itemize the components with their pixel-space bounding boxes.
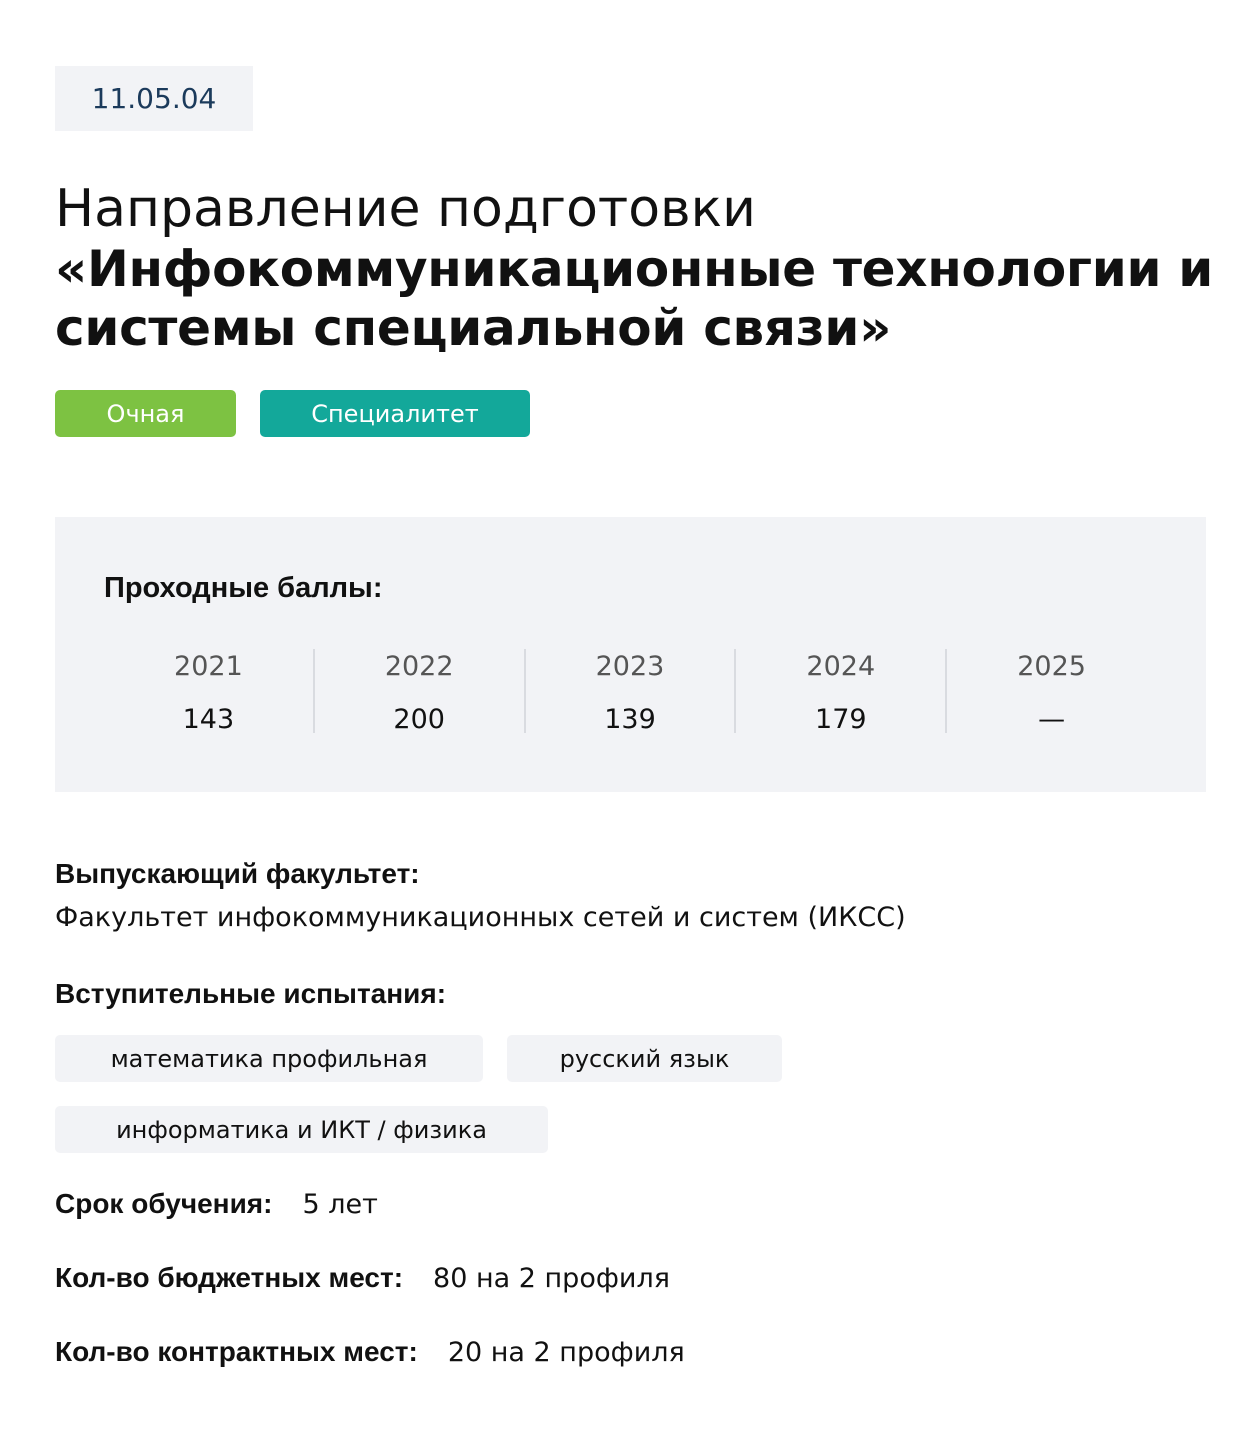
score-value: 200	[393, 704, 445, 735]
budget-places-value: 80 на 2 профиля	[433, 1263, 670, 1294]
study-duration-value: 5 лет	[302, 1189, 378, 1220]
exam-name: русский язык	[559, 1044, 730, 1073]
study-form-tag	[55, 390, 236, 437]
exams-label: Вступительные испытания:	[55, 978, 447, 1009]
score-value: —	[1038, 704, 1066, 735]
score-value: 143	[182, 704, 235, 735]
passing-scores-grid	[104, 649, 1156, 733]
passing-scores-panel	[55, 517, 1206, 792]
passing-scores-title: Проходные баллы:	[104, 572, 383, 604]
study-duration-label: Срок обучения:	[55, 1188, 273, 1219]
score-column-2024	[734, 649, 945, 733]
contract-places-label: Кол-во контрактных мест:	[55, 1336, 418, 1367]
study-form-label: Очная	[106, 399, 185, 428]
faculty-label: Выпускающий факультет:	[55, 858, 420, 889]
score-column-2022	[313, 649, 524, 733]
contract-places-row	[55, 1336, 685, 1368]
score-value: 179	[815, 704, 867, 735]
budget-places-label: Кол-во бюджетных мест:	[55, 1262, 404, 1293]
program-name: «Инфокоммуникационные технологии и системы специальной связи»	[55, 240, 1214, 357]
exam-name: математика профильная	[110, 1044, 428, 1073]
program-code: 11.05.04	[91, 82, 217, 115]
budget-places-row	[55, 1262, 670, 1294]
score-year: 2023	[595, 651, 665, 682]
score-year: 2022	[384, 651, 454, 682]
score-year: 2025	[1017, 651, 1086, 682]
program-code-badge	[55, 66, 253, 131]
degree-level-label: Специалитет	[311, 399, 479, 428]
faculty-value: Факультет инфокоммуникационных сетей и систем (ИКСС)	[55, 902, 906, 933]
exam-name: информатика и ИКТ / физика	[116, 1115, 487, 1144]
study-duration-row	[55, 1188, 378, 1220]
contract-places-value: 20 на 2 профиля	[447, 1337, 685, 1368]
degree-level-tag	[260, 390, 530, 437]
score-year: 2024	[806, 651, 876, 682]
score-column-2023	[524, 649, 735, 733]
exam-chip	[55, 1035, 483, 1082]
score-column-2021	[104, 649, 313, 733]
score-year: 2021	[174, 651, 243, 682]
score-column-2025	[945, 649, 1156, 733]
score-value: 139	[604, 704, 656, 735]
page-title	[55, 178, 1215, 358]
title-prefix: Направление подготовки	[55, 179, 756, 239]
exam-chip	[55, 1106, 548, 1153]
exam-chip	[507, 1035, 782, 1082]
